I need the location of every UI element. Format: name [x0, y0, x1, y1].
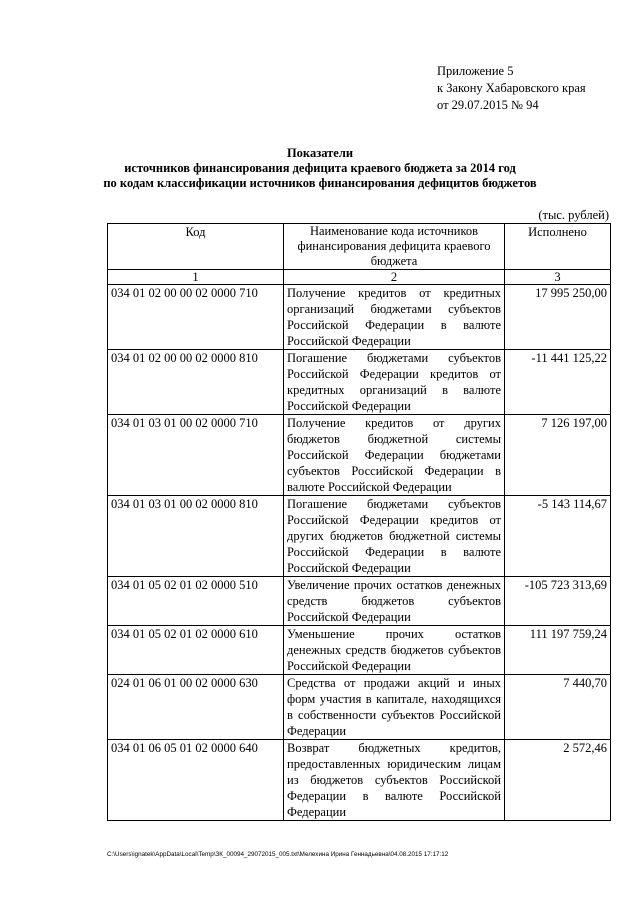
table-row	[108, 675, 611, 740]
header-code: Код	[108, 224, 284, 270]
row-value: 17 995 250,00	[505, 285, 611, 350]
header-value: Исполнено	[505, 224, 611, 270]
units-label: (тыс. рублей)	[538, 208, 609, 222]
appendix-line: к Закону Хабаровского края	[437, 81, 586, 95]
column-number: 1	[108, 270, 284, 285]
row-name: Погашение бюджетами субъектов Российской Федерации кредитов от других бюджетов бюджетной системы Российской Федерации в валюте Российской Федерации	[284, 496, 505, 577]
row-code: 034 01 03 01 00 02 0000 710	[108, 415, 284, 496]
row-value: 2 572,46	[505, 740, 611, 821]
row-code: 024 01 06 01 00 02 0000 630	[108, 675, 284, 740]
row-value: 111 197 759,24	[505, 626, 611, 675]
table-header-row	[108, 224, 611, 270]
title-line: источников финансирования дефицита краевого бюджета за 2014 год	[124, 161, 516, 175]
table-row	[108, 626, 611, 675]
row-code: 034 01 06 05 01 02 0000 640	[108, 740, 284, 821]
table-row	[108, 740, 611, 821]
row-name: Погашение бюджетами субъектов Российской Федерации кредитов от кредитных организаций в валюте Российской Федерации	[284, 350, 505, 415]
row-name: Уменьшение прочих остатков денежных средств бюджетов субъектов Российской Федерации	[284, 626, 505, 675]
row-value: 7 440,70	[505, 675, 611, 740]
row-name: Получение кредитов от кредитных организаций бюджетами субъектов Российской Федерации в валюте Российской Федерации	[284, 285, 505, 350]
row-code: 034 01 05 02 01 02 0000 510	[108, 577, 284, 626]
row-value: -11 441 125,22	[505, 350, 611, 415]
table-row	[108, 415, 611, 496]
appendix-line: Приложение 5	[437, 64, 514, 78]
table-row	[108, 496, 611, 577]
row-value: -105 723 313,69	[505, 577, 611, 626]
row-code: 034 01 03 01 00 02 0000 810	[108, 496, 284, 577]
row-code: 034 01 02 00 00 02 0000 810	[108, 350, 284, 415]
column-number-row	[108, 270, 611, 285]
file-path-footer: C:\Users\ignatek\AppData\Local\Temp\ЗК_00094_29072015_005.txt\Мелехина Ирина Геннадьевна\04.08.2015 17:17:12	[107, 851, 449, 858]
header-name: Наименование кода источников финансирования дефицита краевого бюджета	[284, 224, 505, 270]
title-line: Показатели	[286, 146, 354, 160]
row-name: Увеличение прочих остатков денежных средств бюджетов субъектов Российской Федерации	[284, 577, 505, 626]
appendix-line: от 29.07.2015 № 94	[437, 98, 539, 112]
column-number: 2	[284, 270, 505, 285]
row-code: 034 01 02 00 00 02 0000 710	[108, 285, 284, 350]
column-number: 3	[505, 270, 611, 285]
document-title	[100, 146, 540, 191]
row-name: Получение кредитов от других бюджетов бюджетной системы Российской Федерации бюджетами субъектов Российской Федерации в валюте Российской Федерации	[284, 415, 505, 496]
table-row	[108, 285, 611, 350]
row-code: 034 01 05 02 01 02 0000 610	[108, 626, 284, 675]
row-value: -5 143 114,67	[505, 496, 611, 577]
table-row	[108, 350, 611, 415]
appendix-reference	[437, 63, 586, 114]
financing-sources-table	[107, 223, 611, 821]
row-name: Средства от продажи акций и иных форм участия в капитале, находящихся в собственности субъектов Российской Федерации	[284, 675, 505, 740]
title-line: по кодам классификации источников финансирования дефицитов бюджетов	[103, 176, 537, 190]
row-value: 7 126 197,00	[505, 415, 611, 496]
table-row	[108, 577, 611, 626]
row-name: Возврат бюджетных кредитов, предоставленных юридическим лицам из бюджетов субъектов Российской Федерации в валюте Российской Федерации	[284, 740, 505, 821]
